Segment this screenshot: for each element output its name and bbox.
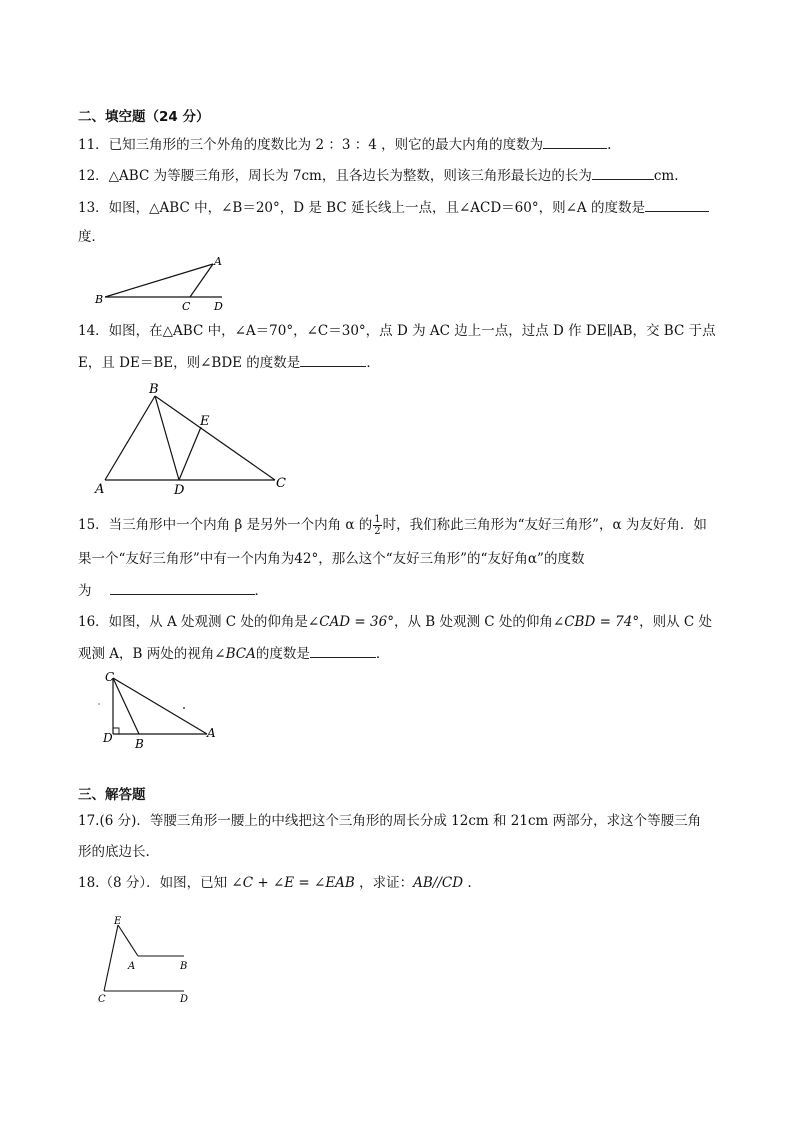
question-14-text: E，且 DE＝BE，则∠BDE 的度数是 (78, 355, 301, 371)
question-12-text: 12．△ABC 为等腰三角形，周长为 7cm，且各边长为整数，则该三角形最长边的长为 (78, 168, 592, 184)
condition-formula: ∠C + ∠E = ∠EAB (231, 875, 355, 891)
question-16-text: 16．如图，从 A 处观测 C 处的仰角是 (78, 614, 308, 630)
answer-blank[interactable] (300, 352, 366, 367)
segment-ec (104, 925, 118, 991)
question-13-text: 13．如图，△ABC 中，∠B＝20°，D 是 BC 延长线上一点，且∠ACD＝60°，则∠A 的度数是 (78, 200, 645, 216)
fraction-numerator: 1 (374, 514, 381, 525)
figure-q13-triangle (92, 252, 232, 314)
question-15-text: 15．当三角形中一个内角 β 是另外一个内角 α 的 (78, 517, 373, 533)
answer-blank[interactable] (310, 643, 376, 658)
question-12-tail: cm. (653, 168, 679, 184)
dot-mark (98, 703, 99, 704)
figure-q16-right-triangle (95, 668, 230, 752)
answer-blank[interactable] (645, 197, 709, 212)
question-16-line2-text-b: 的度数是 (255, 646, 310, 662)
segment-bc (155, 396, 275, 480)
answer-blank[interactable] (110, 580, 255, 595)
question-17-line2: 形的底边长. (78, 844, 150, 860)
label-point-d: D (174, 483, 185, 498)
label-point-e: E (114, 916, 122, 927)
segment-ea (118, 925, 138, 956)
figure-q14-triangle (95, 380, 295, 498)
question-18-text: 18.（8 分）．如图，已知 (78, 875, 232, 891)
fraction-one-half (373, 514, 381, 537)
label-point-a: A (128, 961, 136, 972)
figure-q18-parallel (92, 913, 202, 1005)
segment-bd (155, 396, 179, 480)
goal-formula: AB//CD (413, 875, 464, 891)
question-15-line2: 果一个“友好三角形”中有一个内角为42°，那么这个“友好三角形”的“友好角α”的度数 (78, 551, 585, 567)
question-15-line3 (78, 580, 268, 601)
label-point-a: A (95, 482, 105, 497)
segment-ab (105, 396, 155, 480)
question-15-text-cont: 时，我们称此三角形为“友好三角形”，α 为友好角．如 (382, 517, 707, 533)
label-point-b: B (180, 961, 188, 972)
label-point-c: C (276, 476, 286, 491)
answer-blank[interactable] (592, 165, 654, 180)
question-15 (78, 512, 707, 538)
answer-blank[interactable] (543, 134, 607, 149)
question-18-text-mid: ，求证： (354, 875, 414, 891)
label-point-a: A (207, 726, 216, 740)
question-16-line2 (78, 643, 389, 664)
question-11-text: 11．已知三角形的三个外角的度数比为 2 ：3 ：4 ，则它的最大内角的度数为 (78, 137, 544, 153)
label-point-c: C (98, 994, 106, 1005)
question-17: 17.(6 分)．等腰三角形一腰上的中线把这个三角形的周长分成 12cm 和 21cm 两部分，求这个等腰三角 (78, 813, 702, 829)
question-14-line2 (78, 352, 380, 373)
question-13 (78, 197, 709, 218)
label-point-a: A (214, 255, 222, 268)
segment-ba (105, 264, 213, 297)
angle-bca: ∠BCA (214, 646, 256, 662)
question-11 (78, 134, 611, 155)
question-11-tail: . (607, 137, 612, 153)
question-13-line2: 度． (78, 229, 105, 245)
question-18-tail: . (463, 875, 472, 891)
question-16-text-b: ，从 B 处观测 C 处的仰角 (393, 614, 553, 630)
label-point-e: E (200, 414, 210, 429)
right-angle-mark (113, 728, 119, 734)
segment-de (179, 427, 201, 480)
question-16-tail: ． (375, 646, 390, 662)
angle-cbd: ∠CBD = 74° (552, 614, 640, 630)
label-point-c: C (182, 300, 191, 313)
question-16-text-c: ，则从 C 处 (639, 614, 713, 630)
question-14-tail: ． (366, 355, 380, 371)
question-16-line2-text: 观测 A，B 两处的视角 (78, 646, 215, 662)
section-heading-solve: 三、解答题 (78, 787, 146, 803)
label-point-d: D (214, 300, 223, 313)
label-point-b: B (149, 382, 159, 397)
angle-cad: ∠CAD = 36° (307, 614, 394, 630)
segment-ac (190, 264, 213, 297)
segment-ca (113, 678, 207, 734)
dot-mark (183, 707, 185, 709)
label-point-b: B (135, 737, 144, 751)
question-18 (78, 873, 472, 893)
label-point-c: C (105, 670, 115, 684)
label-point-b: B (95, 293, 104, 306)
label-point-d: D (180, 994, 189, 1005)
question-15-line3-text: 为 (78, 583, 92, 599)
question-16 (78, 612, 712, 632)
question-14: 14．如图，在△ABC 中，∠A＝70°，∠C＝30°，点 D 为 AC 边上一点，过点 D 作 DE∥AB，交 BC 于点 (78, 323, 716, 339)
section-heading-fill-blank: 二、填空题（24 分） (78, 109, 210, 125)
question-15-tail: ． (254, 583, 268, 599)
fraction-denominator: 2 (374, 526, 381, 537)
question-12 (78, 165, 679, 186)
label-point-d: D (103, 731, 113, 745)
